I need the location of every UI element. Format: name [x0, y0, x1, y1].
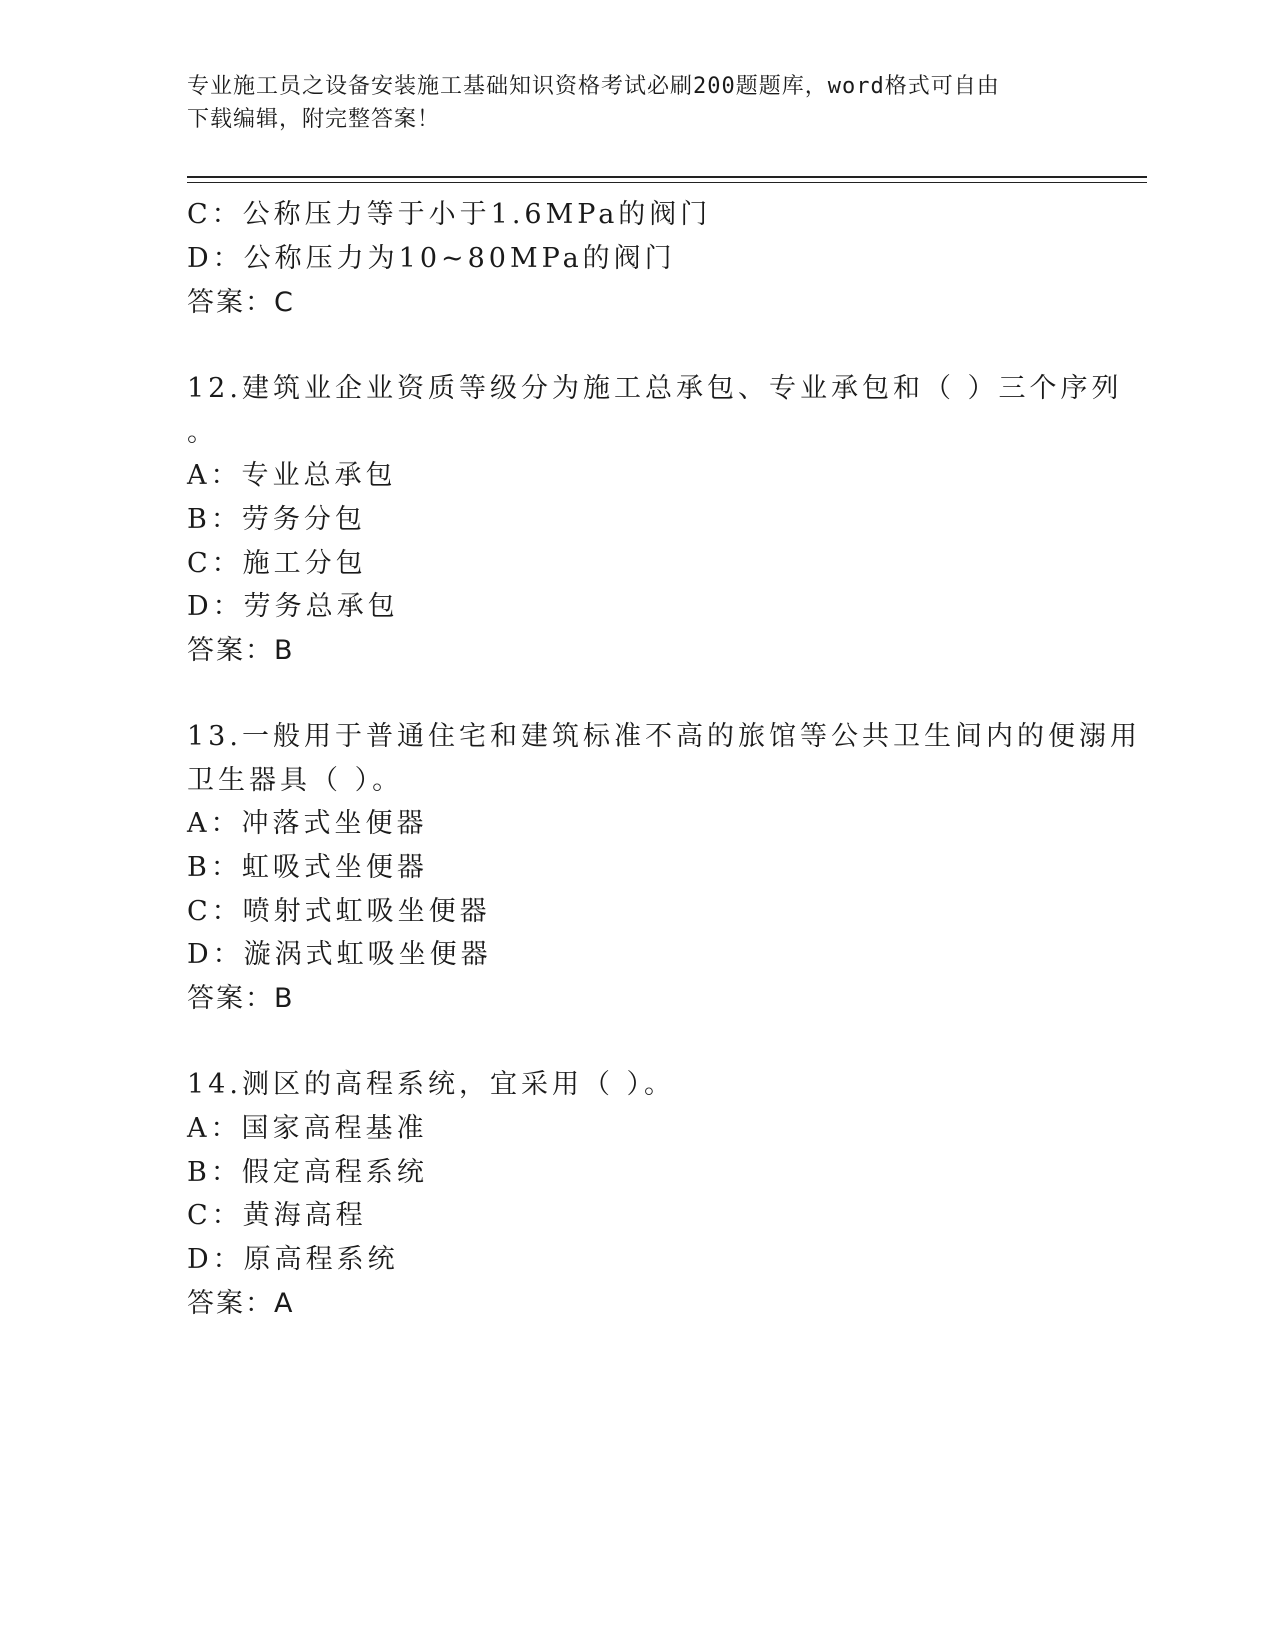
q14-option-d: D：原高程系统	[187, 1244, 399, 1275]
header-divider-thin	[187, 182, 1147, 183]
q12-option-d: D：劳务总承包	[187, 591, 399, 622]
q13-option-b: B：虹吸式坐便器	[187, 852, 428, 883]
q12-option-b: B：劳务分包	[187, 504, 366, 535]
q12-stem-line-1: 12.建筑业企业资质等级分为施工总承包、专业承包和（ ）三个序列	[187, 373, 1123, 404]
q14-answer: 答案：A	[187, 1288, 295, 1319]
q13-answer: 答案：B	[187, 983, 295, 1014]
header-divider-thick	[187, 176, 1147, 178]
header-line-1: 专业施工员之设备安装施工基础知识资格考试必刷200题题库，word格式可自由	[187, 74, 1000, 99]
q13-option-c: C：喷射式虹吸坐便器	[187, 896, 491, 927]
q12-stem-line-2: 。	[187, 417, 218, 448]
q12-answer: 答案：B	[187, 635, 295, 666]
q14-option-b: B：假定高程系统	[187, 1157, 428, 1188]
q12-option-a: A：专业总承包	[187, 460, 397, 491]
q14-option-c: C：黄海高程	[187, 1200, 367, 1231]
q13-option-d: D：漩涡式虹吸坐便器	[187, 939, 492, 970]
q13-option-a: A：冲落式坐便器	[187, 808, 428, 839]
q14-stem-line-1: 14.测区的高程系统，宜采用（ ）。	[187, 1069, 676, 1100]
q11-answer: 答案：C	[187, 287, 295, 318]
q11-option-d: D：公称压力为10~80MPa的阀门	[187, 243, 676, 274]
q13-stem-line-2: 卫生器具（ ）。	[187, 765, 404, 796]
q12-option-c: C：施工分包	[187, 548, 367, 579]
header-line-2: 下载编辑，附完整答案！	[187, 107, 441, 132]
q11-option-c: C：公称压力等于小于1.6MPa的阀门	[187, 199, 712, 230]
q14-option-a: A：国家高程基准	[187, 1113, 428, 1144]
q13-stem-line-1: 13.一般用于普通住宅和建筑标准不高的旅馆等公共卫生间内的便溺用	[187, 721, 1141, 752]
document-header	[187, 70, 1087, 136]
